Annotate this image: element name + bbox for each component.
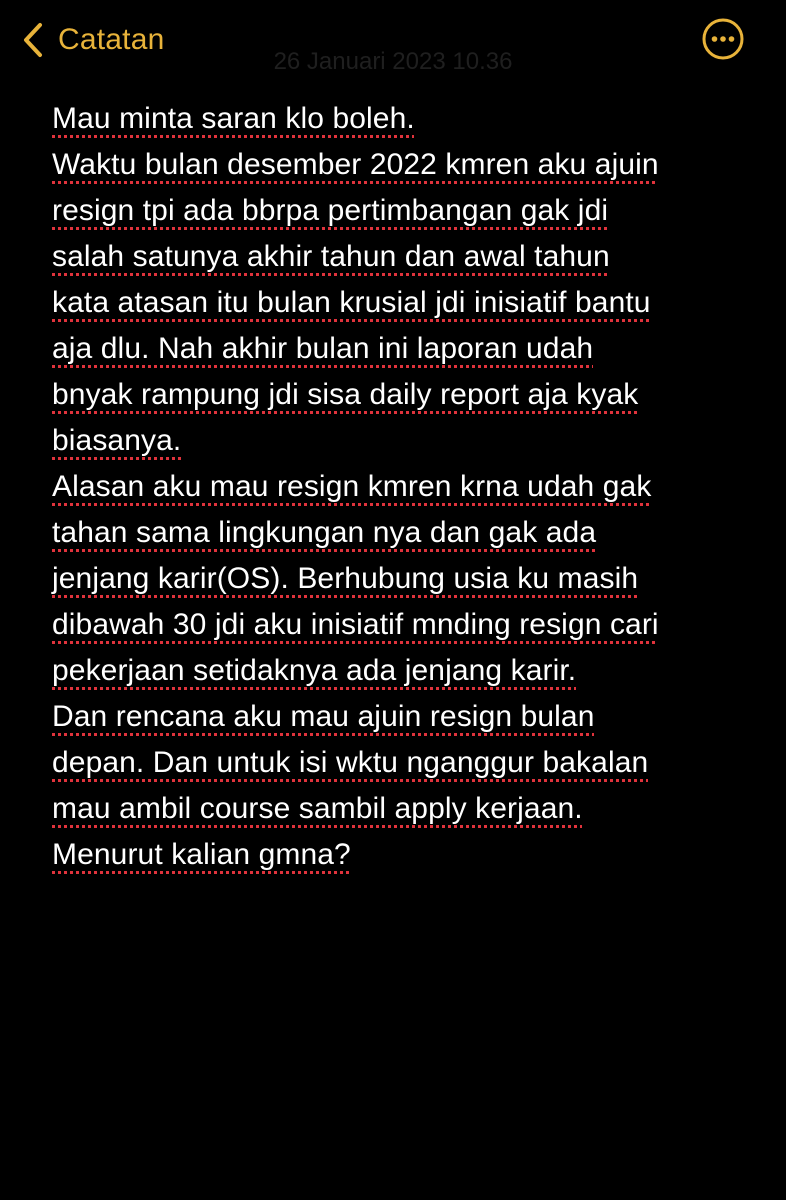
note-line: Alasan aku mau resign kmren krna udah gak <box>52 470 652 503</box>
note-line: mau ambil course sambil apply kerjaan. <box>52 792 583 825</box>
back-label: Catatan <box>58 23 165 56</box>
note-line: biasanya. <box>52 424 182 457</box>
note-line: Waktu bulan desember 2022 kmren aku ajuin <box>52 148 659 181</box>
note-line: Dan rencana aku mau ajuin resign bulan <box>52 700 595 733</box>
note-line: dibawah 30 jdi aku inisiatif mnding resign cari <box>52 608 659 641</box>
note-line: pekerjaan setidaknya ada jenjang karir. <box>52 654 577 687</box>
note-line: Menurut kalian gmna? <box>52 838 351 871</box>
note-line: jenjang karir(OS). Berhubung usia ku masih <box>52 562 639 595</box>
note-timestamp: 26 Januari 2023 10.36 <box>273 48 513 75</box>
note-body[interactable] <box>52 96 752 878</box>
note-line: resign tpi ada bbrpa pertimbangan gak jdi <box>52 194 609 227</box>
note-line: depan. Dan untuk isi wktu nganggur bakalan <box>52 746 649 779</box>
note-line: tahan sama lingkungan nya dan gak ada <box>52 516 597 549</box>
note-line: bnyak rampung jdi sisa daily report aja kyak <box>52 378 639 411</box>
note-line: salah satunya akhir tahun dan awal tahun <box>52 240 610 273</box>
note-line: Mau minta saran klo boleh. <box>52 102 415 135</box>
note-line: aja dlu. Nah akhir bulan ini laporan udah <box>52 332 594 365</box>
note-line: kata atasan itu bulan krusial jdi inisiatif bantu <box>52 286 651 319</box>
